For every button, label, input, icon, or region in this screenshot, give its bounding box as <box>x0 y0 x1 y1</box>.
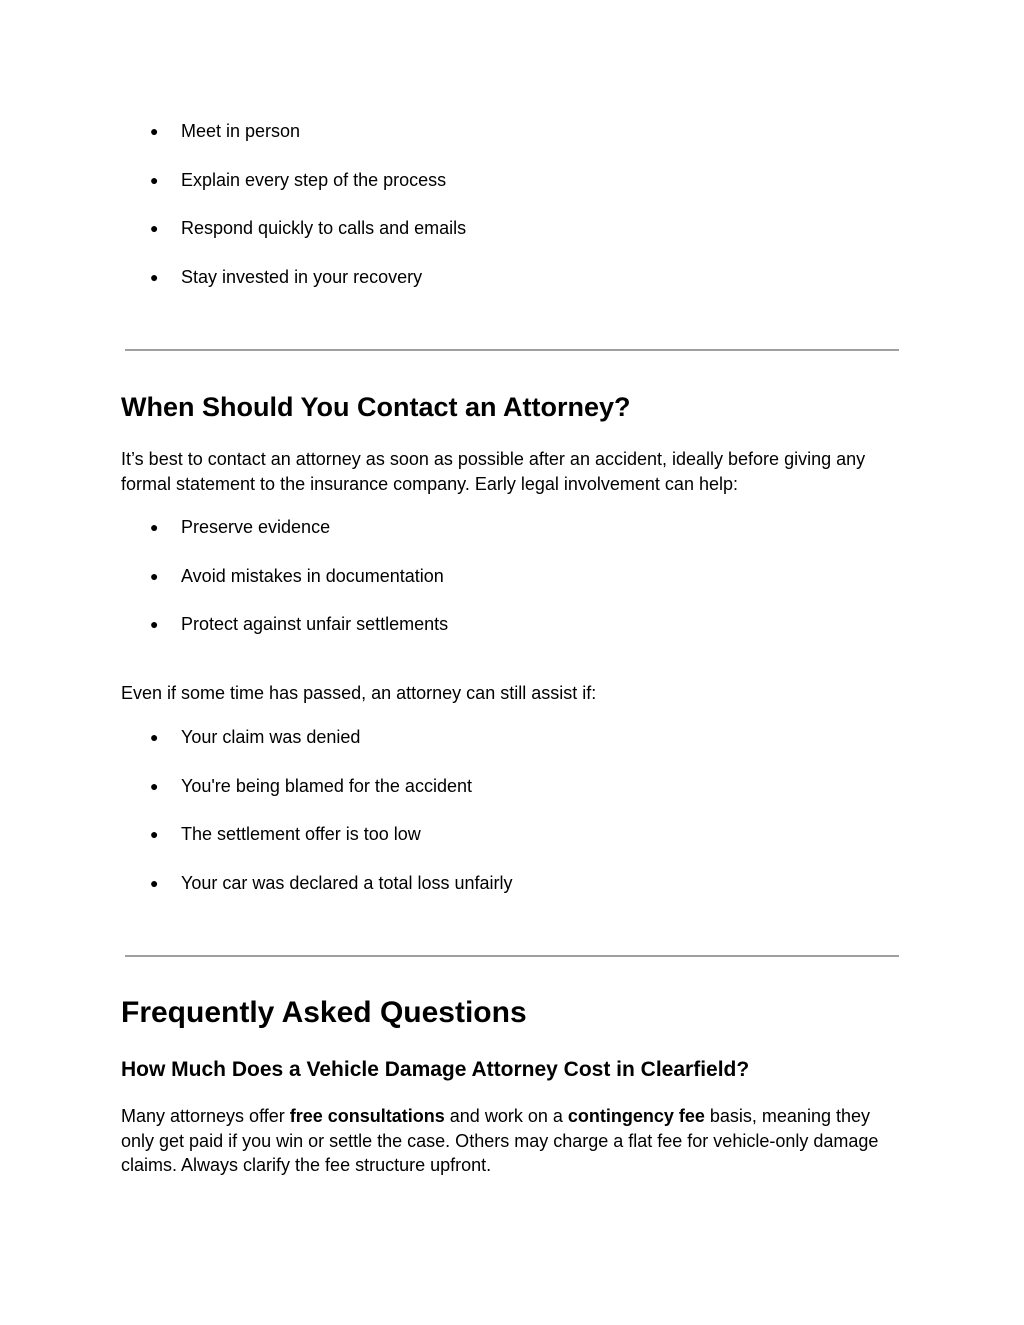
list-item <box>0 216 1024 240</box>
bullet-icon: ● <box>150 875 159 891</box>
horizontal-divider <box>125 955 899 957</box>
list-item-text: Avoid mistakes in documentation <box>181 566 444 586</box>
section-heading-contact: When Should You Contact an Attorney? <box>121 392 631 422</box>
bullet-icon: ● <box>150 616 159 632</box>
list-item-text: Respond quickly to calls and emails <box>181 218 467 238</box>
contact-intro-paragraph: It’s best to contact an attorney as soon as possible after an accident, ideally before giving any formal statement to the insurance company. Early legal involvement can help: <box>121 449 866 494</box>
bullet-icon: ● <box>150 220 159 236</box>
list-item <box>0 119 1024 143</box>
answer-bold-text: contingency fee <box>567 1106 705 1126</box>
list-item <box>0 725 1024 749</box>
faq-answer-cost <box>121 1104 906 1178</box>
list-item <box>0 168 1024 192</box>
list-item <box>0 515 1024 539</box>
bullet-icon: ● <box>150 269 159 285</box>
list-item-text: Meet in person <box>181 121 301 141</box>
bullet-icon: ● <box>150 123 159 139</box>
bullet-icon: ● <box>150 519 159 535</box>
answer-text: and work on a <box>444 1106 568 1126</box>
faq-heading: Frequently Asked Questions <box>121 996 527 1029</box>
list-item-text: Preserve evidence <box>181 517 331 537</box>
bullet-icon: ● <box>150 778 159 794</box>
horizontal-divider <box>125 349 899 351</box>
list-item-text: Explain every step of the process <box>181 170 447 190</box>
answer-bold-text: free consultations <box>289 1106 445 1126</box>
bullet-icon: ● <box>150 172 159 188</box>
list-item <box>0 871 1024 895</box>
list-item-text: Your claim was denied <box>181 727 361 747</box>
list-item <box>0 564 1024 588</box>
answer-text: Many attorneys offer <box>121 1106 290 1126</box>
faq-question-cost: How Much Does a Vehicle Damage Attorney Cost in Clearfield? <box>121 1058 750 1081</box>
list-item <box>0 265 1024 289</box>
bullet-icon: ● <box>150 729 159 745</box>
answer-text: basis, meaning they only get paid if you win or settle the case. Others may charge a flat fee for vehicle-only damage claims. Always clarify the fee structure upfront. <box>121 1106 879 1175</box>
list-item-text: Stay invested in your recovery <box>181 267 423 287</box>
list-item-text: The settlement offer is too low <box>181 824 421 844</box>
still-assist-paragraph: Even if some time has passed, an attorney can still assist if: <box>121 683 597 703</box>
list-item <box>0 612 1024 636</box>
list-item <box>0 774 1024 798</box>
list-item-text: Your car was declared a total loss unfairly <box>181 873 513 893</box>
bullet-icon: ● <box>150 826 159 842</box>
list-item <box>0 822 1024 846</box>
list-item-text: Protect against unfair settlements <box>181 614 449 634</box>
list-item-text: You're being blamed for the accident <box>181 776 472 796</box>
bullet-icon: ● <box>150 568 159 584</box>
